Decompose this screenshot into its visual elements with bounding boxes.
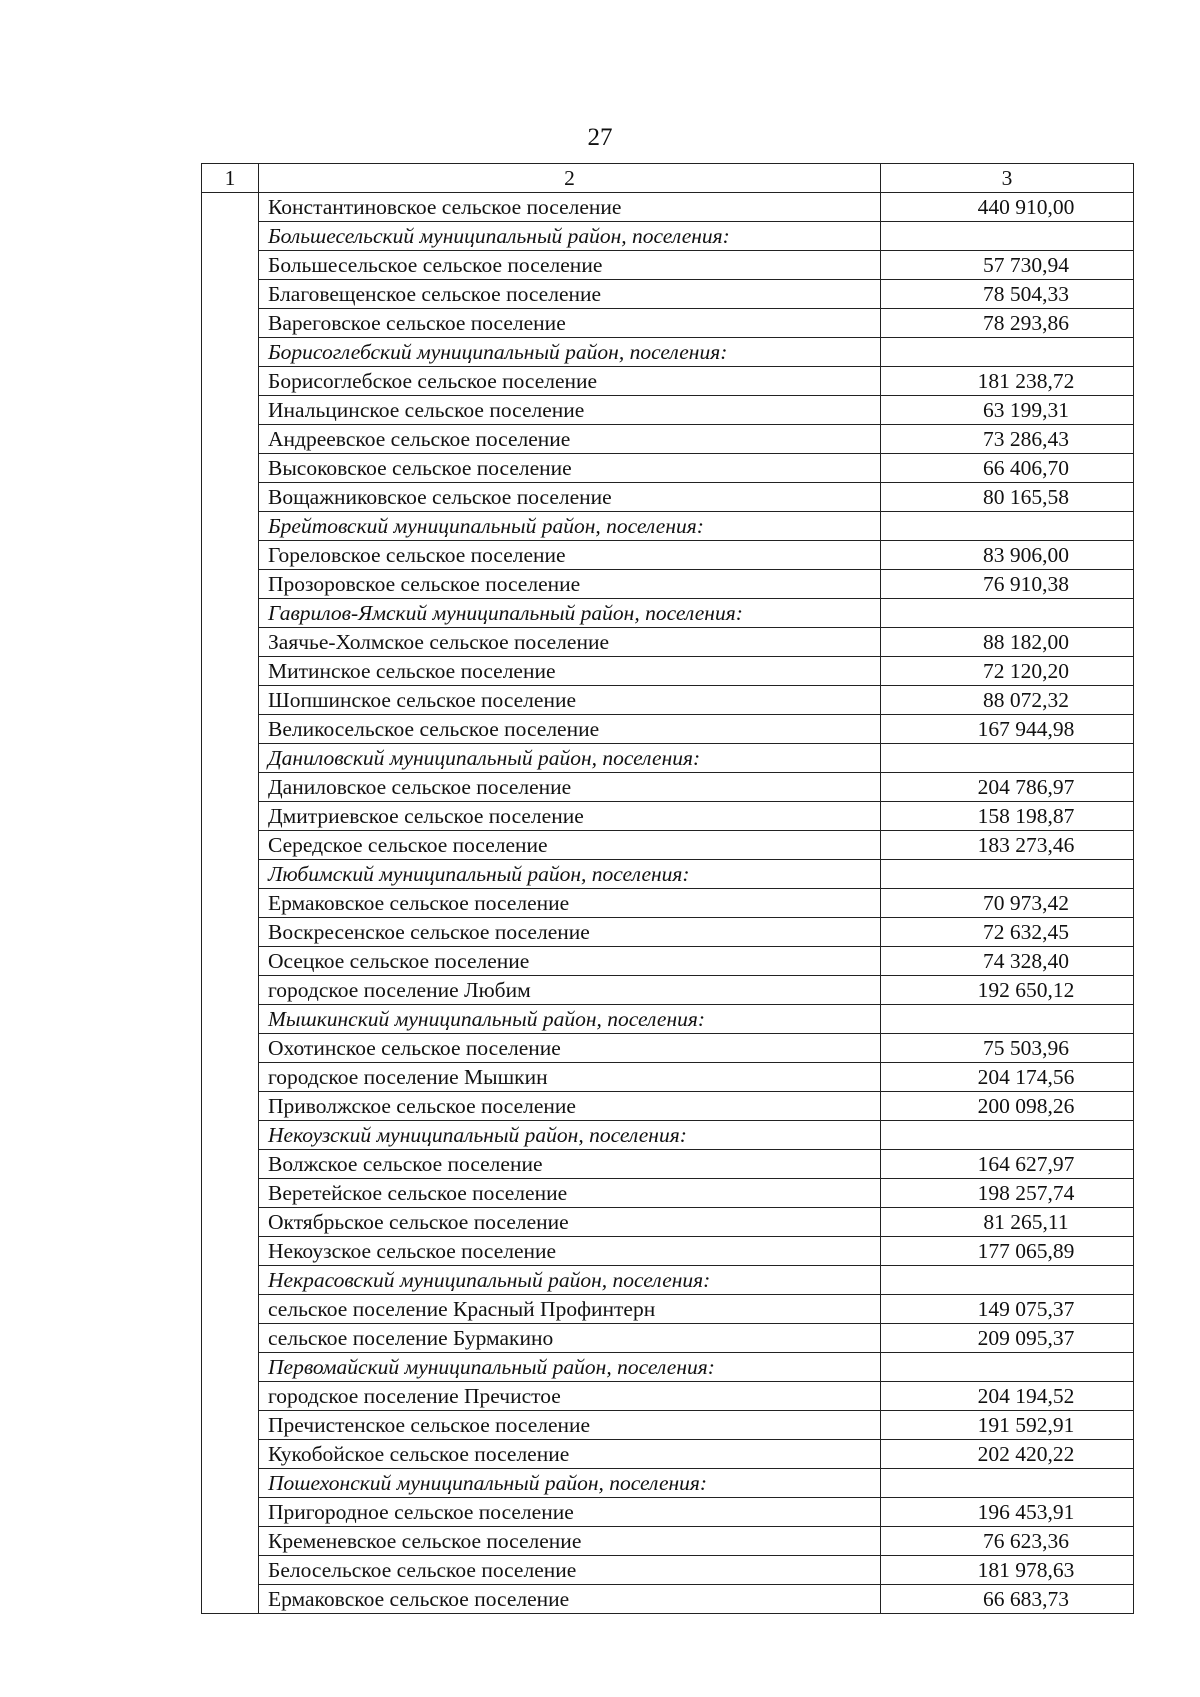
amount-cell: 73 286,43 — [881, 425, 1134, 454]
district-row — [202, 1266, 1134, 1295]
district-row — [202, 599, 1134, 628]
row-number-cell — [202, 1411, 259, 1440]
row-number-cell — [202, 1440, 259, 1469]
settlement-name: Веретейское сельское поселение — [259, 1179, 881, 1208]
settlement-name: Благовещенское сельское поселение — [259, 280, 881, 309]
row-number-cell — [202, 976, 259, 1005]
table-row — [202, 686, 1134, 715]
table-row — [202, 1498, 1134, 1527]
amount-cell: 149 075,37 — [881, 1295, 1134, 1324]
header-col-2: 2 — [259, 164, 881, 193]
row-number-cell — [202, 802, 259, 831]
settlement-name: Гореловское сельское поселение — [259, 541, 881, 570]
amount-cell — [881, 1353, 1134, 1382]
settlement-name: Большесельское сельское поселение — [259, 251, 881, 280]
table-header-row — [202, 164, 1134, 193]
row-number-cell — [202, 512, 259, 541]
row-number-cell — [202, 918, 259, 947]
table-row — [202, 1585, 1134, 1614]
table-row — [202, 425, 1134, 454]
table-row — [202, 1411, 1134, 1440]
settlement-name: Охотинское сельское поселение — [259, 1034, 881, 1063]
amount-cell — [881, 744, 1134, 773]
amount-cell — [881, 1121, 1134, 1150]
amount-cell: 440 910,00 — [881, 193, 1134, 222]
amount-cell: 191 592,91 — [881, 1411, 1134, 1440]
district-row — [202, 222, 1134, 251]
district-row — [202, 1005, 1134, 1034]
table-row — [202, 831, 1134, 860]
table-row — [202, 1382, 1134, 1411]
district-row — [202, 338, 1134, 367]
row-number-cell — [202, 338, 259, 367]
settlement-name: Дмитриевское сельское поселение — [259, 802, 881, 831]
table-row — [202, 454, 1134, 483]
district-name: Брейтовский муниципальный район, поселения: — [259, 512, 881, 541]
row-number-cell — [202, 1469, 259, 1498]
row-number-cell — [202, 193, 259, 222]
district-row — [202, 512, 1134, 541]
amount-cell — [881, 222, 1134, 251]
row-number-cell — [202, 396, 259, 425]
row-number-cell — [202, 570, 259, 599]
row-number-cell — [202, 1527, 259, 1556]
district-row — [202, 1469, 1134, 1498]
amount-cell: 57 730,94 — [881, 251, 1134, 280]
amount-cell: 75 503,96 — [881, 1034, 1134, 1063]
amount-cell: 204 786,97 — [881, 773, 1134, 802]
table-row — [202, 1527, 1134, 1556]
table-row — [202, 1556, 1134, 1585]
row-number-cell — [202, 367, 259, 396]
settlement-name: Пригородное сельское поселение — [259, 1498, 881, 1527]
table-row — [202, 1179, 1134, 1208]
table-row — [202, 1237, 1134, 1266]
settlement-name: Волжское сельское поселение — [259, 1150, 881, 1179]
amount-cell: 76 623,36 — [881, 1527, 1134, 1556]
district-name: Борисоглебский муниципальный район, поселения: — [259, 338, 881, 367]
row-number-cell — [202, 628, 259, 657]
row-number-cell — [202, 454, 259, 483]
row-number-cell — [202, 541, 259, 570]
settlement-name: Андреевское сельское поселение — [259, 425, 881, 454]
amount-cell: 66 406,70 — [881, 454, 1134, 483]
settlement-name: Заячье-Холмское сельское поселение — [259, 628, 881, 657]
district-name: Гаврилов-Ямский муниципальный район, поселения: — [259, 599, 881, 628]
district-name: Некоузский муниципальный район, поселения: — [259, 1121, 881, 1150]
amount-cell: 72 632,45 — [881, 918, 1134, 947]
amount-cell: 177 065,89 — [881, 1237, 1134, 1266]
row-number-cell — [202, 1324, 259, 1353]
row-number-cell — [202, 686, 259, 715]
row-number-cell — [202, 860, 259, 889]
table-row — [202, 773, 1134, 802]
table-row — [202, 1440, 1134, 1469]
row-number-cell — [202, 773, 259, 802]
settlement-name: Кукобойское сельское поселение — [259, 1440, 881, 1469]
table-row — [202, 280, 1134, 309]
amount-cell: 72 120,20 — [881, 657, 1134, 686]
row-number-cell — [202, 425, 259, 454]
amount-cell: 158 198,87 — [881, 802, 1134, 831]
table-row — [202, 1208, 1134, 1237]
amount-cell: 88 072,32 — [881, 686, 1134, 715]
settlement-name: Белосельское сельское поселение — [259, 1556, 881, 1585]
row-number-cell — [202, 1034, 259, 1063]
amount-cell: 70 973,42 — [881, 889, 1134, 918]
table-row — [202, 541, 1134, 570]
district-name: Большесельский муниципальный район, поселения: — [259, 222, 881, 251]
settlement-name: Шопшинское сельское поселение — [259, 686, 881, 715]
settlement-name: Некоузское сельское поселение — [259, 1237, 881, 1266]
amount-cell: 181 978,63 — [881, 1556, 1134, 1585]
amount-cell — [881, 1266, 1134, 1295]
settlement-name: Даниловское сельское поселение — [259, 773, 881, 802]
table-row — [202, 367, 1134, 396]
row-number-cell — [202, 1353, 259, 1382]
amount-cell — [881, 860, 1134, 889]
row-number-cell — [202, 947, 259, 976]
table-row — [202, 628, 1134, 657]
row-number-cell — [202, 599, 259, 628]
amount-cell: 202 420,22 — [881, 1440, 1134, 1469]
district-name: Первомайский муниципальный район, поселения: — [259, 1353, 881, 1382]
amount-cell: 74 328,40 — [881, 947, 1134, 976]
amount-cell: 80 165,58 — [881, 483, 1134, 512]
settlement-name: Осецкое сельское поселение — [259, 947, 881, 976]
district-name: Даниловский муниципальный район, поселения: — [259, 744, 881, 773]
settlement-name: Инальцинское сельское поселение — [259, 396, 881, 425]
settlement-name: городское поселение Пречистое — [259, 1382, 881, 1411]
settlement-name: городское поселение Любим — [259, 976, 881, 1005]
district-row — [202, 1353, 1134, 1382]
amount-cell: 204 194,52 — [881, 1382, 1134, 1411]
amount-cell: 200 098,26 — [881, 1092, 1134, 1121]
amount-cell: 196 453,91 — [881, 1498, 1134, 1527]
settlement-name: Константиновское сельское поселение — [259, 193, 881, 222]
row-number-cell — [202, 1498, 259, 1527]
settlement-name: Октябрьское сельское поселение — [259, 1208, 881, 1237]
amount-cell: 88 182,00 — [881, 628, 1134, 657]
district-name: Пошехонский муниципальный район, поселения: — [259, 1469, 881, 1498]
row-number-cell — [202, 1063, 259, 1092]
row-number-cell — [202, 1585, 259, 1614]
header-col-1: 1 — [202, 164, 259, 193]
settlement-name: Высоковское сельское поселение — [259, 454, 881, 483]
amount-cell: 164 627,97 — [881, 1150, 1134, 1179]
row-number-cell — [202, 889, 259, 918]
table-row — [202, 657, 1134, 686]
settlement-name: городское поселение Мышкин — [259, 1063, 881, 1092]
settlement-name: Митинское сельское поселение — [259, 657, 881, 686]
table-row — [202, 1034, 1134, 1063]
row-number-cell — [202, 309, 259, 338]
row-number-cell — [202, 280, 259, 309]
amount-cell: 192 650,12 — [881, 976, 1134, 1005]
amount-cell: 183 273,46 — [881, 831, 1134, 860]
district-name: Мышкинский муниципальный район, поселения: — [259, 1005, 881, 1034]
amount-cell — [881, 1469, 1134, 1498]
table-row — [202, 976, 1134, 1005]
table-row — [202, 251, 1134, 280]
district-row — [202, 744, 1134, 773]
row-number-cell — [202, 1005, 259, 1034]
district-row — [202, 860, 1134, 889]
amount-cell: 76 910,38 — [881, 570, 1134, 599]
row-number-cell — [202, 831, 259, 860]
table-row — [202, 918, 1134, 947]
row-number-cell — [202, 222, 259, 251]
settlement-name: Середское сельское поселение — [259, 831, 881, 860]
table-row — [202, 1092, 1134, 1121]
row-number-cell — [202, 1556, 259, 1585]
settlements-table — [201, 163, 1134, 1614]
amount-cell — [881, 599, 1134, 628]
district-name: Некрасовский муниципальный район, поселения: — [259, 1266, 881, 1295]
settlement-name: Прозоровское сельское поселение — [259, 570, 881, 599]
row-number-cell — [202, 1150, 259, 1179]
row-number-cell — [202, 483, 259, 512]
amount-cell — [881, 1005, 1134, 1034]
table-row — [202, 947, 1134, 976]
settlement-name: Борисоглебское сельское поселение — [259, 367, 881, 396]
settlement-name: Ермаковское сельское поселение — [259, 889, 881, 918]
settlement-name: Ермаковское сельское поселение — [259, 1585, 881, 1614]
row-number-cell — [202, 1295, 259, 1324]
row-number-cell — [202, 715, 259, 744]
amount-cell: 209 095,37 — [881, 1324, 1134, 1353]
amount-cell: 66 683,73 — [881, 1585, 1134, 1614]
settlement-name: сельское поселение Красный Профинтерн — [259, 1295, 881, 1324]
settlement-name: Вареговское сельское поселение — [259, 309, 881, 338]
table-row — [202, 193, 1134, 222]
settlement-name: Великосельское сельское поселение — [259, 715, 881, 744]
amount-cell: 181 238,72 — [881, 367, 1134, 396]
header-col-3: 3 — [881, 164, 1134, 193]
amount-cell: 167 944,98 — [881, 715, 1134, 744]
page-number: 27 — [587, 124, 613, 151]
row-number-cell — [202, 1237, 259, 1266]
settlement-name: Вощажниковское сельское поселение — [259, 483, 881, 512]
amount-cell: 78 504,33 — [881, 280, 1134, 309]
row-number-cell — [202, 657, 259, 686]
settlement-name: Пречистенское сельское поселение — [259, 1411, 881, 1440]
table-row — [202, 483, 1134, 512]
row-number-cell — [202, 1266, 259, 1295]
table-row — [202, 570, 1134, 599]
row-number-cell — [202, 251, 259, 280]
settlement-name: Приволжское сельское поселение — [259, 1092, 881, 1121]
table-row — [202, 309, 1134, 338]
settlement-name: сельское поселение Бурмакино — [259, 1324, 881, 1353]
table-row — [202, 1295, 1134, 1324]
amount-cell: 204 174,56 — [881, 1063, 1134, 1092]
row-number-cell — [202, 1382, 259, 1411]
amount-cell: 63 199,31 — [881, 396, 1134, 425]
table-body — [202, 164, 1134, 1614]
district-row — [202, 1121, 1134, 1150]
amount-cell: 81 265,11 — [881, 1208, 1134, 1237]
table-row — [202, 396, 1134, 425]
row-number-cell — [202, 1092, 259, 1121]
settlement-name: Воскресенское сельское поселение — [259, 918, 881, 947]
row-number-cell — [202, 1208, 259, 1237]
amount-cell: 198 257,74 — [881, 1179, 1134, 1208]
amount-cell — [881, 512, 1134, 541]
table-row — [202, 802, 1134, 831]
amount-cell: 78 293,86 — [881, 309, 1134, 338]
table-row — [202, 1063, 1134, 1092]
table-row — [202, 1324, 1134, 1353]
row-number-cell — [202, 1121, 259, 1150]
amount-cell — [881, 338, 1134, 367]
table-row — [202, 889, 1134, 918]
row-number-cell — [202, 744, 259, 773]
district-name: Любимский муниципальный район, поселения: — [259, 860, 881, 889]
table-row — [202, 715, 1134, 744]
settlement-name: Кременевское сельское поселение — [259, 1527, 881, 1556]
table-row — [202, 1150, 1134, 1179]
row-number-cell — [202, 1179, 259, 1208]
amount-cell: 83 906,00 — [881, 541, 1134, 570]
